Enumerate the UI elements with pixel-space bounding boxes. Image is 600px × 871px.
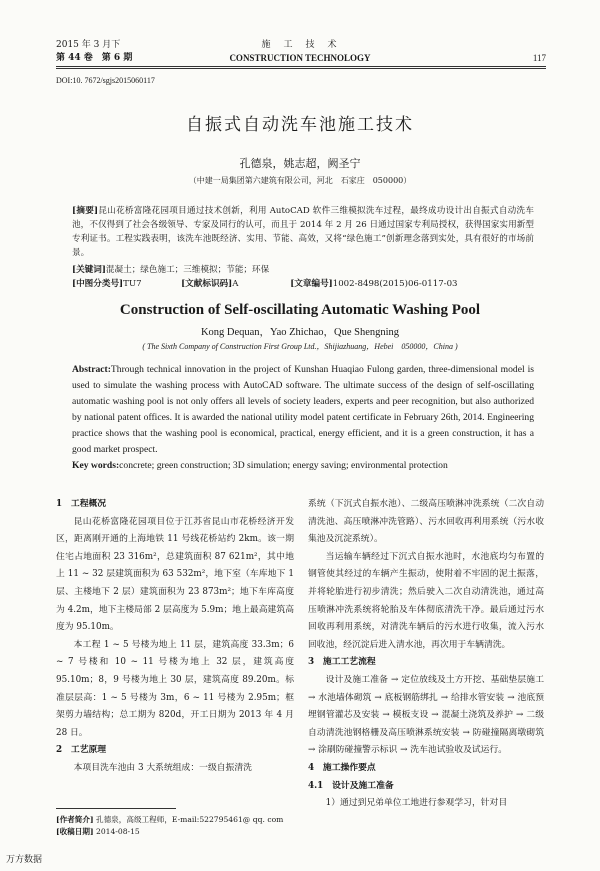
abstract-en [72, 362, 534, 474]
page-number: 117 [532, 53, 546, 63]
abstract-cn [72, 204, 534, 260]
section-3-paragraph-1: 设计及施工准备 → 定位放线及土方开挖、基础垫层施工 → 水池墙体砌筑 → 底板钢筋绑扎 → 给排水管安装 → 池底预埋钢管灌芯及安装 → 模板支设 → 混凝土浇筑及养护 → 二级自动清洗池钢格栅及高压喷淋系统安装 → 防碰撞隔离墩砌筑 → 涂刷防碰撞警示标识 → 洗车池试验收及试运行。 [308, 674, 544, 756]
doc-code-value: A [232, 279, 239, 289]
article-id-label: [文章编号] [290, 279, 333, 289]
doc-code-label: [文献标识码] [181, 279, 233, 289]
doi: DOI:10. 7672/sgjs2015060117 [56, 76, 155, 85]
section-4-heading: 4 施工操作要点 [308, 762, 376, 773]
affiliation-en: ( The Sixth Company of Construction First Group Ltd.，Shijiazhuang，Hebei 050000，China ) [142, 342, 458, 351]
authors-en: Kong Dequan，Yao Zhichao，Que Shengning [200, 327, 400, 338]
footnote-date-label: [收稿日期] [56, 827, 94, 836]
section-1-paragraph-2: 本工程 1 ~ 5 号楼为地上 11 层，建筑高度 33.3m；6 ~ 7 号楼和 10 ~ 11 号楼为地上 32 层，建筑高度 95.10m；8，9 号楼为地上 30 层，建筑高度 89.20m。标准层层高：1 ~ 5 号楼为 3m，6 ~ 11 号楼为 2.95m；框架剪力墙结构；总工期为 820d，开工日期为 2013 年 4 月 28 日。 [56, 639, 294, 738]
right-column [308, 496, 544, 813]
footnote-rule [56, 808, 176, 809]
footnote-author-label: [作者简介] [56, 815, 94, 824]
header-rule [56, 66, 546, 67]
section-1-paragraph-1: 昆山花桥富隆花园项目位于江苏省昆山市花桥经济开发区，距离刚开通的上海地铁 11 号线花桥站约 2km。该一期住宅占地面积 23 316m²，总建筑面积 87 621m²，其中地上 11 ~ 32 层建筑面积为 63 532m²，地下室（车库地下 1 层、主楼地下 2 层）建筑面积为 23 873m²；地下车库高度为 4.2m，地下主楼局部 2 层高度为 5.9m；地上最高建筑高度为 95.10m。 [56, 516, 294, 633]
keywords-en-text: concrete; green construction; 3D simulation; energy saving; environmental protection [119, 460, 448, 471]
footnote-date-text: 2014-08-15 [95, 827, 140, 836]
abstract-en-text: Through technical innovation in the project of Kunshan Huaqiao Fulong garden, three-dimensional model is used to simulate the washing process with AutoCAD software. The ultimate success of the design of self-oscillating automatic washing pool is not only offers all levels of society leaders, experts and peer recognition, but also authorized by national patent offices. It is awarded the national utility model patent certificate in February 26th, 2014. Engineering practice shows that the washing pool is economical, practical, energy efficient, and it is a green construction, it has a good market prospect. [72, 364, 534, 455]
journal-name-en: CONSTRUCTION TECHNOLOGY [229, 53, 371, 63]
keywords-cn [72, 263, 534, 277]
abstract-en-label: Abstract: [72, 364, 111, 375]
keywords-en-label: Key words: [72, 460, 120, 471]
section-4-1-heading: 4.1 设计及施工准备 [308, 780, 394, 791]
footnote-date [56, 826, 290, 838]
section-2-paragraph-1: 本项目洗车池由 3 大系统组成：一级自振清洗 [73, 762, 252, 773]
article-title-cn: 自振式自动洗车池施工技术 [186, 115, 414, 135]
clc-value: TU7 [123, 279, 142, 289]
footnote-author [56, 814, 290, 826]
watermark: 万方数据 [6, 855, 43, 865]
journal-name-cn: 施 工 技 术 [261, 40, 339, 50]
classification-row [72, 277, 534, 291]
issue-date: 2015 年 3 月下 [56, 40, 121, 50]
section-1-heading: 1 工程概况 [56, 499, 107, 509]
header-rule-thin [56, 68, 546, 69]
left-column [56, 496, 294, 778]
clc-label: [中图分类号] [72, 279, 124, 289]
abstract-cn-label: [摘要] [72, 206, 99, 216]
authors-cn: 孔德泉，姚志超，阙圣宁 [239, 157, 361, 170]
section-3-heading: 3 施工工艺流程 [308, 657, 376, 668]
affiliation-cn: （中建一局集团第六建筑有限公司，河北 石家庄 050000） [188, 176, 412, 185]
section-2-heading: 2 工艺原理 [56, 745, 107, 756]
continued-paragraph: 系统（下沉式自振水池）、二级高压喷淋冲洗系统（二次自动清洗池、高压喷淋冲洗管路）、污水回收再利用系统（污水收集池及沉淀系统）。 [308, 499, 544, 545]
section-4-1-paragraph-1: 1）通过到兄弟单位工地进行参观学习，针对目 [325, 798, 508, 809]
article-id-value: 1002-8498(2015)06-0117-03 [332, 279, 458, 289]
keywords-cn-label: [关键词] [72, 265, 106, 275]
issue-volume: 第 44 卷 第 6 期 [56, 53, 133, 63]
footnote [56, 814, 290, 838]
section-2-paragraph-2: 当运输车辆经过下沉式自振水池时，水池底均匀布置的钢管使其经过的车辆产生振动，使附着不牢固的泥土振落，并将轮胎进行初步清洗；然后驶入二次自动清洗池，通过高压喷淋冲洗系统将轮胎及车体彻底清洗干净。最后通过污水回收再利用系统，对清洗车辆后的污水进行收集，流入污水回收池，经沉淀后进入清水池，再次用于车辆清洗。 [308, 551, 544, 650]
abstract-cn-text: 昆山花桥富隆花园项目通过技术创新，利用 AutoCAD 软件三维模拟洗车过程，最终成功设计出自振式自动洗车池，不仅得到了社会各级领导、专家及同行的认可，而且于 2014 年 2 月 26 日通过国家专利局授权，获得国家实用新型专利证书。工程实践表明，该洗车池既经济、实用、节能、高效，又将“绿色施工”创新理念落到实处，具有很好的市场前景。 [72, 206, 534, 258]
keywords-cn-text: 混凝土；绿色施工；三维模拟；节能；环保 [105, 265, 270, 275]
article-title-en: Construction of Self-oscillating Automatic Washing Pool [119, 302, 481, 318]
footnote-author-text: 孔德泉，高级工程师，E-mail:522795461@ qq. com [95, 815, 284, 824]
